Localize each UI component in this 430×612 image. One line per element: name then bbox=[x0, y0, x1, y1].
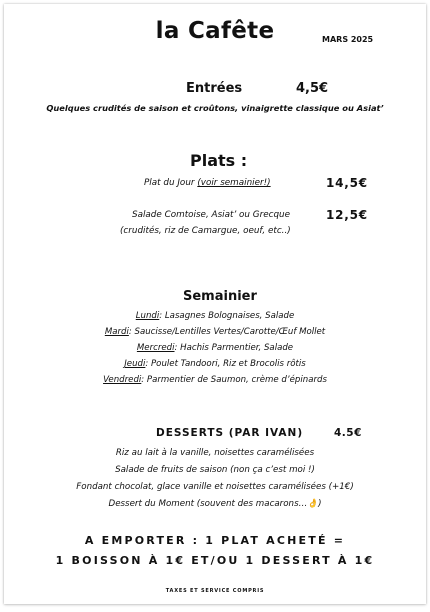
entrees-price: 4,5€ bbox=[296, 81, 329, 96]
day-dish: : Hachis Parmentier, Salade bbox=[174, 343, 294, 353]
salade-name: Salade Comtoise, Asiat’ ou Grecque bbox=[132, 210, 291, 220]
dessert-item: Salade de fruits de saison (non ça c’est moi !) bbox=[115, 465, 315, 475]
day-label: Jeudi bbox=[124, 359, 146, 369]
emporter-line-2: 1 BOISSON À 1€ ET/OU 1 DESSERT À 1€ bbox=[55, 554, 375, 567]
plat-du-jour-note: (voir semainier!) bbox=[197, 178, 271, 188]
day-dish: : Parmentier de Saumon, crème d’épinards bbox=[141, 375, 327, 385]
semainier-day-row bbox=[4, 343, 426, 353]
semainier-heading: Semainier bbox=[183, 289, 257, 304]
salade-details: (crudités, riz de Camargue, oeuf, etc..) bbox=[120, 226, 291, 236]
day-dish: : Saucisse/Lentilles Vertes/Carotte/Œuf Mollet bbox=[128, 327, 326, 337]
menu-date: MARS 2025 bbox=[322, 35, 374, 44]
plat-du-jour-name: Plat du Jour bbox=[144, 178, 195, 188]
plat-du-jour-price: 14,5€ bbox=[326, 176, 368, 190]
day-label: Mercredi bbox=[136, 343, 175, 353]
dessert-item: Riz au lait à la vanille, noisettes caramélisées bbox=[115, 448, 315, 458]
plats-heading: Plats : bbox=[190, 151, 248, 170]
semainier-day-row bbox=[4, 375, 426, 385]
emporter-line-1: A EMPORTER : 1 PLAT ACHETÉ = bbox=[84, 534, 346, 547]
plat-du-jour bbox=[144, 178, 271, 188]
menu-page bbox=[4, 4, 426, 604]
entrees-description: Quelques crudités de saison et croûtons, vinaigrette classique ou Asiat’ bbox=[46, 103, 384, 113]
menu-title: la Cafête bbox=[155, 18, 275, 44]
dessert-item: Dessert du Moment (souvent des macarons…👌) bbox=[108, 499, 322, 509]
salade-price: 12,5€ bbox=[326, 208, 368, 222]
day-label: Lundi bbox=[135, 311, 160, 321]
footer-note: TAXES ET SERVICE COMPRIS bbox=[165, 588, 265, 594]
day-label: Mardi bbox=[104, 327, 129, 337]
desserts-price: 4.5€ bbox=[334, 427, 362, 439]
semainier-day-row bbox=[4, 327, 426, 337]
desserts-heading: DESSERTS (PAR IVAN) bbox=[156, 427, 304, 439]
entrees-heading: Entrées bbox=[186, 81, 243, 96]
day-dish: : Lasagnes Bolognaises, Salade bbox=[159, 311, 295, 321]
day-label: Vendredi bbox=[103, 375, 142, 385]
semainier-day-row bbox=[4, 311, 426, 321]
day-dish: : Poulet Tandoori, Riz et Brocolis rôtis bbox=[145, 359, 306, 369]
semainier-day-row bbox=[4, 359, 426, 369]
dessert-item: Fondant chocolat, glace vanille et noisettes caramélisées (+1€) bbox=[76, 482, 354, 492]
